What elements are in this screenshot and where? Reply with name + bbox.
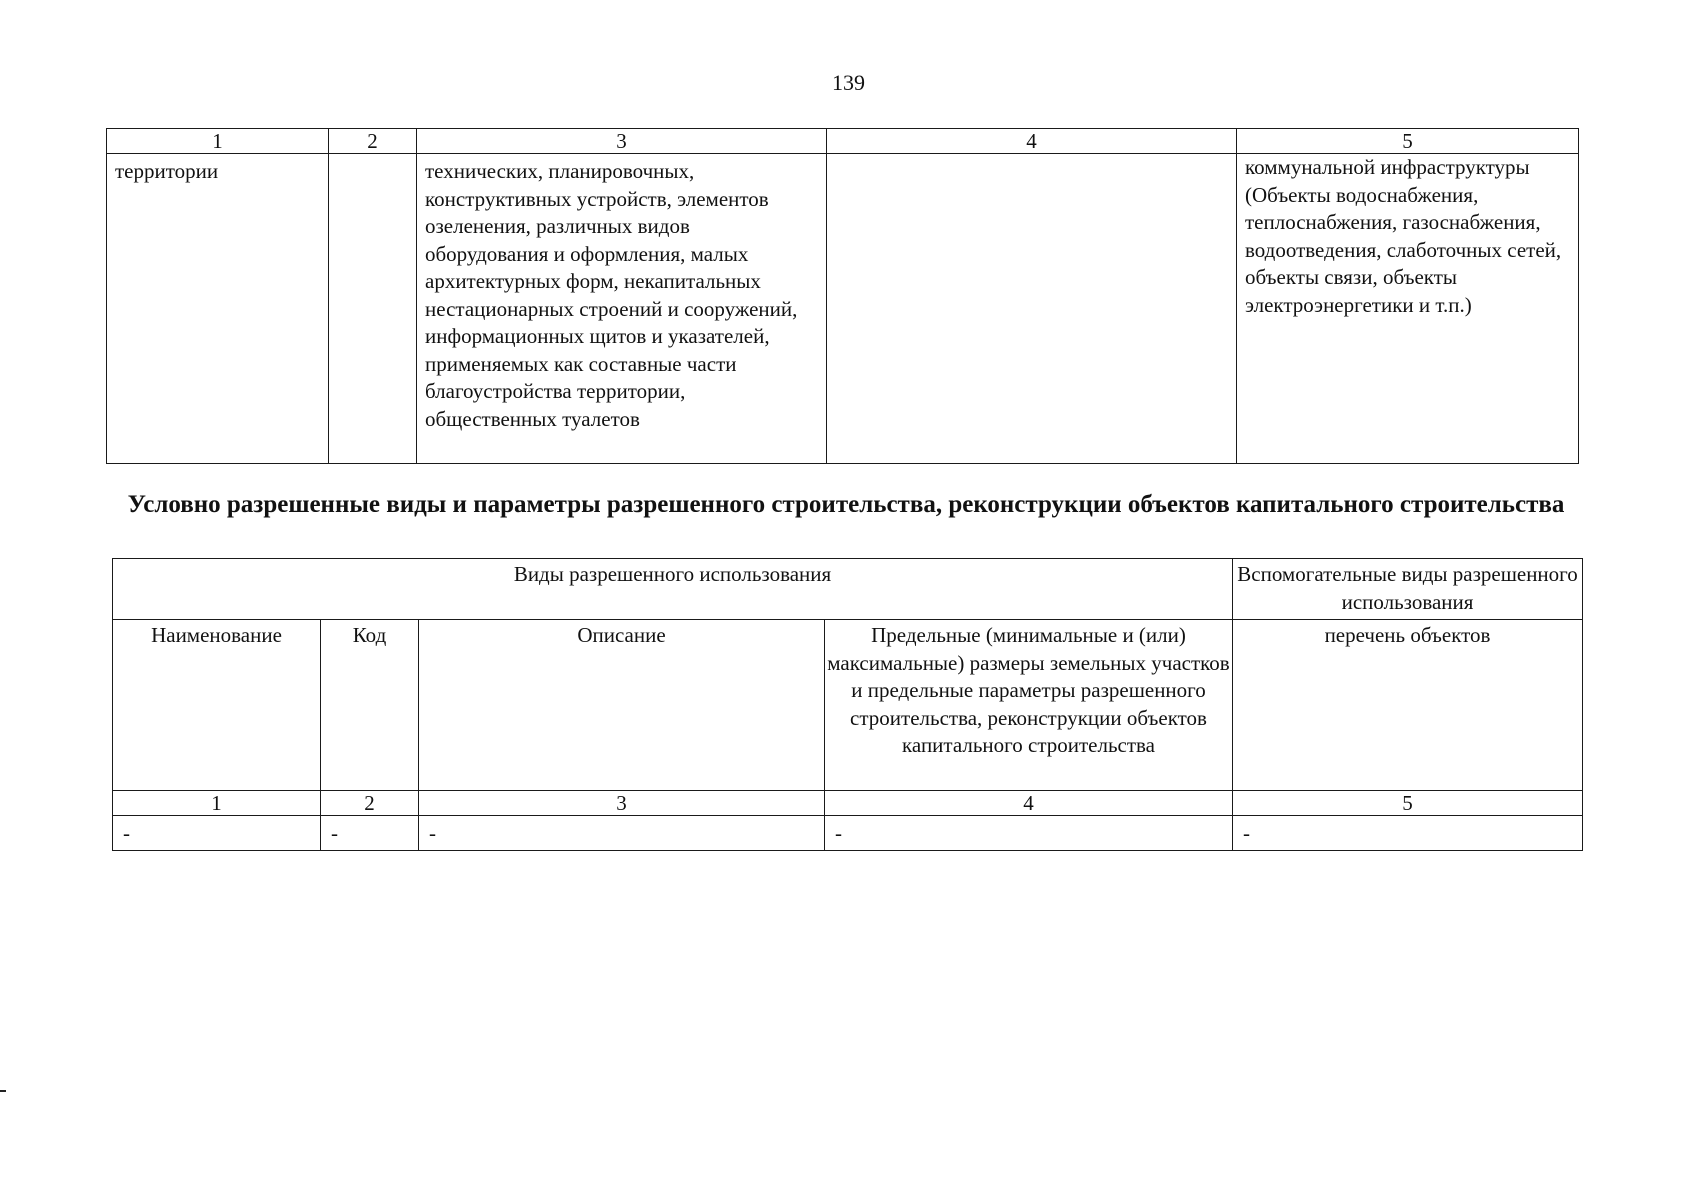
column-number: 5 — [1237, 129, 1579, 154]
continuation-table — [106, 128, 1579, 464]
table-row — [107, 154, 1579, 464]
column-number: 2 — [321, 791, 419, 816]
cell-description: - — [419, 816, 825, 851]
cell-auxiliary: коммунальной инфраструктуры (Объекты водоснабжения, теплоснабжения, газоснабжения, водоотведения, слаботочных сетей, объекты связи, объекты электроэнергетики и т.п.) — [1237, 154, 1579, 464]
column-number: 4 — [827, 129, 1237, 154]
table-row — [113, 816, 1583, 851]
column-header-code: Код — [321, 620, 419, 791]
column-header-parameters: Предельные (минимальные и (или) максимальные) размеры земельных участков и предельные параметры разрешенного строительства, реконструкции объектов капитального строительства — [825, 620, 1233, 791]
cell-parameters — [827, 154, 1237, 464]
column-number: 4 — [825, 791, 1233, 816]
column-header-name: Наименование — [113, 620, 321, 791]
group-header-row — [113, 559, 1583, 620]
cell-code: - — [321, 816, 419, 851]
column-header-description: Описание — [419, 620, 825, 791]
column-header-objects: перечень объектов — [1233, 620, 1583, 791]
column-number: 1 — [107, 129, 329, 154]
scan-mark — [0, 1090, 6, 1092]
column-number-row — [113, 791, 1583, 816]
cell-code — [329, 154, 417, 464]
column-number: 1 — [113, 791, 321, 816]
cell-name: - — [113, 816, 321, 851]
column-number: 3 — [417, 129, 827, 154]
group-header-main: Виды разрешенного использования — [113, 559, 1233, 620]
column-number: 5 — [1233, 791, 1583, 816]
column-number: 2 — [329, 129, 417, 154]
cell-description: технических, планировочных, конструктивных устройств, элементов озеленения, различных видов оборудования и оформления, малых архитектурных форм, некапитальных нестационарных строений и сооружений, информационных щитов и указателей, применяемых как составные части благоустройства территории, общественных туалетов — [417, 154, 827, 464]
group-header-aux: Вспомогательные виды разрешенного использования — [1233, 559, 1583, 620]
section-title: Условно разрешенные виды и параметры разрешенного строительства, реконструкции объектов капитального строительства — [127, 491, 1565, 518]
page-number: 139 — [832, 70, 865, 95]
conditional-use-table — [112, 558, 1583, 851]
column-header-row — [113, 620, 1583, 791]
cell-name: территории — [107, 154, 329, 464]
column-number: 3 — [419, 791, 825, 816]
cell-parameters: - — [825, 816, 1233, 851]
cell-objects: - — [1233, 816, 1583, 851]
column-number-row — [107, 129, 1579, 154]
